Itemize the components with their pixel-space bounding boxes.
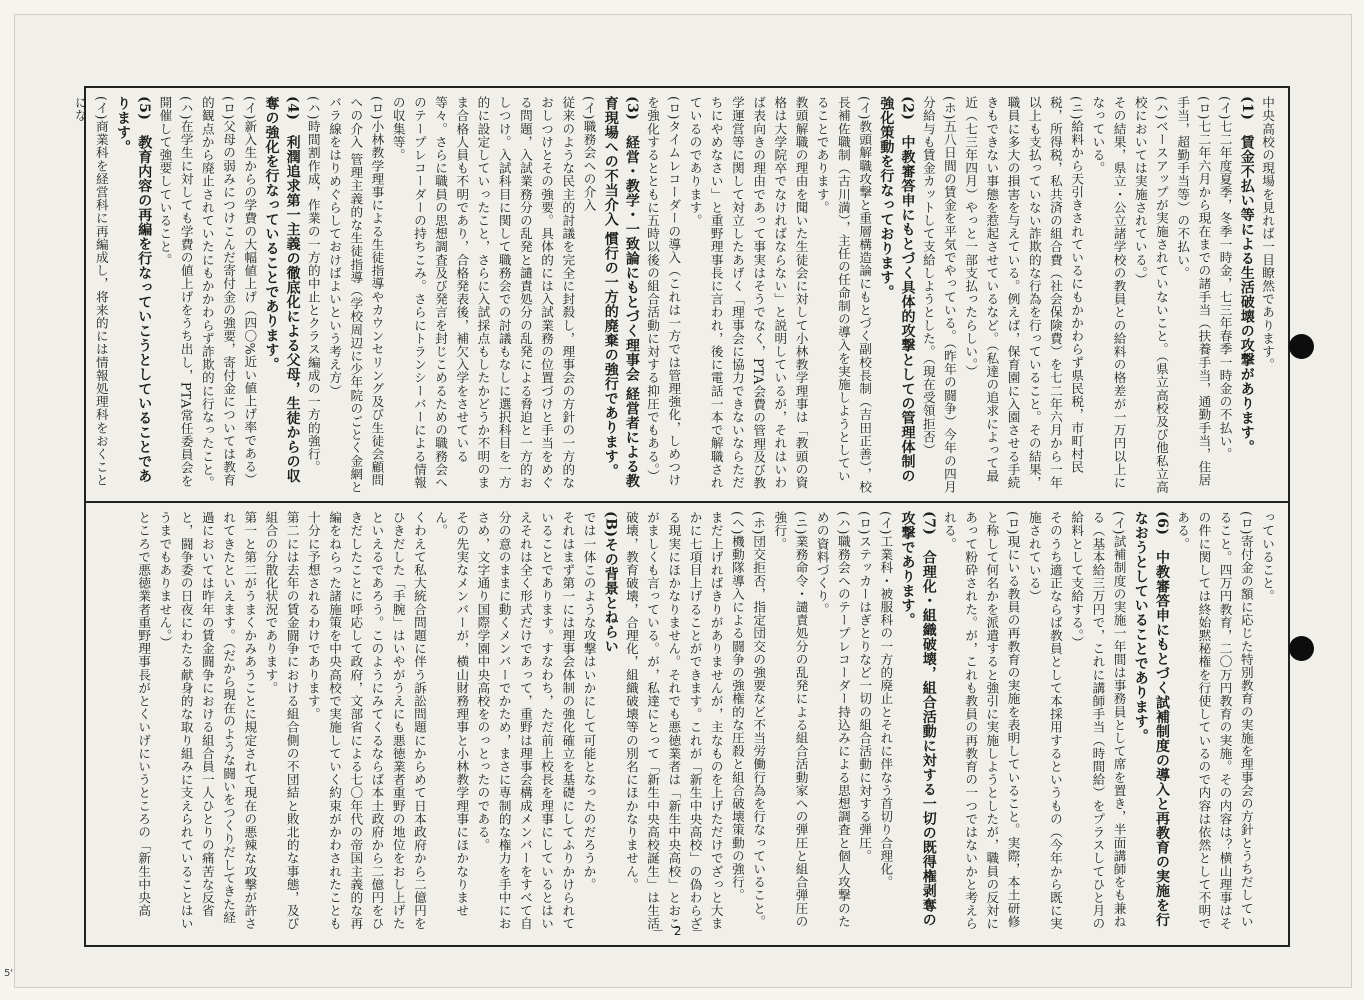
section-heading: (4) 利潤追求第一主義の徹底化による父母，生徒からの収奪の強化を行なっていることであります。 bbox=[263, 96, 301, 483]
top-paragraph: (イ)商業科を経営科に再編成し，将来的には情報処理科をおくことにな bbox=[72, 96, 109, 487]
document-frame bbox=[72, 86, 1290, 947]
bottom-paragraph: (イ)試補制度の実施一年間は事務員として席を置き，半面講師をも兼ねる（基本給三万円で，これに講師手当（時間給）をプラスしてひと月の給料として支給する。） bbox=[1069, 511, 1127, 931]
bottom-paragraph: (ロ)寄付金の額に応じた特別教育の実施を理事会の方針とうちだしていること。四万円教育，二〇万円教育の実施。その内容は？横山理事はその件に関しては終始黙秘権を行使しているので内容は依然として不明である。 bbox=[1175, 511, 1254, 931]
bottom-paragraph: っていること。 bbox=[1260, 511, 1275, 603]
section-heading: (5) 教育内容の再編を行なっていこうとしていることであります。 bbox=[115, 96, 153, 483]
section-heading: (2) 中教審答申にもとづく具体的攻撃としての管理体制の強化策動を行なっております。 bbox=[878, 96, 916, 483]
bottom-paragraph: 第一と第二がうまくかみあうことに規定されて現在の悪辣な攻撃が許されてきたといえます。（だから現在のような闘いをつくりだしてきた経過においては昨年の賃金闘争における組合員一人ひとりの痛苦な反省と，闘争委の日夜にわたる献身的な取り組みに支えられていることはいうまでもありません。） bbox=[157, 511, 258, 931]
bottom-paragraph: ところで悪徳業者重野理事長がとくいげにいうところの「新生中央高 bbox=[136, 511, 152, 918]
bottom-paragraph: (ヘ)機動隊導入による闘争の強権的な圧殺と組合破壊策動の強行。 bbox=[729, 511, 745, 902]
bottom-paragraph: では一体このような攻撃はいかにして可能となったのだろうか。 bbox=[581, 511, 597, 891]
top-paragraph: (ハ)時間割作成，作業の一方的中止とクラス編成の一方的強行。 bbox=[305, 96, 321, 474]
bottom-paragraph: そのうち適正ならば教員として本採用するというもの（今年から既に実施されている） bbox=[1026, 511, 1063, 931]
top-paragraph: (イ)新入生からの学費の大幅値上げ（四〇%近い値上げ率である） bbox=[242, 96, 258, 487]
section-heading: (7) 合理化・組織破壊，組合活動に対する一切の既得権剥奪の攻撃であります。 bbox=[899, 511, 937, 927]
page-number: － 2 － bbox=[652, 924, 707, 938]
bottom-paragraph: まだ上げればきりがありませんが，主なものを上げただけでざっと大まかに七項目上げることができます。これが「新生中央高校」の偽わらざる現実にほかなりません。それでも悪徳業者は「新生中央高校」とおこがましくも言っている。が，私達にとって「新生中央高校誕生」は生活破壊，教育破壊，合理化，組織破壊等の別名にほかなりません。 bbox=[623, 511, 724, 931]
binder-hole bbox=[1289, 636, 1314, 661]
top-paragraph: (ハ)ベースアップが実施されていないこと。（県立高校及び他私立高校においては実施されている。） bbox=[1132, 96, 1169, 494]
upper-text-panel bbox=[72, 96, 1278, 494]
binder-hole bbox=[1289, 334, 1314, 359]
bottom-paragraph: (ロ)ステッカーはぎとりなど一切の組合活動に対する弾圧。 bbox=[857, 511, 873, 863]
top-paragraph: (イ)職務会への介入 bbox=[581, 96, 597, 212]
bottom-paragraph: 第二には去年の賃金闘争における組合側の不団結と敗北的な事態，及び組合の分散化状況であります。 bbox=[263, 511, 300, 931]
top-paragraph: (ロ)タイムレコーダーの導入（これは一方では管理強化，しめつけを強化するとともに五時以後の組合活動に対する抑圧でもある。） bbox=[645, 96, 682, 487]
bottom-paragraph: それはまず第一には理事会体制の強化確立を基礎にしてふりかけられていることであります。すなわち，ただ前上校長を理事にしているとはいえそれは全く形式だけであって，重野は理事会構成メンバーをすべて自分の意のままに動くメンバーでかため，まさに専制的な権力を手中におさめ，文字通り国際学園中央高校をのっとったのである。 bbox=[475, 511, 576, 931]
top-paragraph: (ロ)小林教学理事による生徒指導やカウンセリング及び生徒会顧問への介入 管理主義的な生徒指導（学校周辺に少年院のごとく金網とバラ線をはりめぐらしておけばよいという考え方） bbox=[327, 96, 385, 494]
top-paragraph: 中央高校の現場を見れば一目瞭然であります。 bbox=[1260, 96, 1275, 372]
bottom-paragraph: (ロ)現にいる教員の再教育の実施を表明していること。実際，本土研修と称して何名かを派遣すると強引に実施しようとしたが，職員の反対にあって粉砕された。が，これも教員の再教育の一つではないかと考えられる。 bbox=[941, 511, 1021, 931]
corner-mark: 5' bbox=[4, 968, 14, 979]
top-paragraph: (ニ)給料から天引きされているにもかかわらず県民税，市町村民税，所得税，私共済の組合費（社会保険費）を七二年六月から一年以上も支払っていない詐欺的な行為を行っていること。その結果，職員に多大の損害を与えている。例えば，保育園に入園させる手続きもできない事態を惹起させているなど。（私達の追求によって最近（七三年四月）やっと一部支払ったらしい。） bbox=[963, 96, 1085, 489]
top-paragraph: (イ)七二年度夏季，冬季一時金，七三年春季一時金の不払い。 bbox=[1217, 96, 1233, 461]
lower-text-panel bbox=[96, 511, 1278, 936]
section-heading: (6) 中教審答申にもとづく試補制度の導入と再教育の実施を行なおうとしていることであります。 bbox=[1132, 511, 1170, 927]
top-paragraph: 教頭解職の理由を聞いた生徒会に対して小林教学理事は「教頭の資格は大学院卒でなければならない」と説明しているが，それはいわば表向きの理由であって事実はそうでなく，PTA会費の管理及び教学運営等に関して対立したあげく「理事会に協力できないならただちにやめなさい」と重野理事長に言われ，後に電話一本で解職されているのであります。 bbox=[687, 96, 809, 490]
bottom-paragraph: くわえて私大統合問題に伴う訴訟問題にからめて日本政府から二億円をひきだした「手腕」はいやがうえにも悪徳業者重野の地位をおし上げたといえるであろう。このようにみてくるならば本土政府から二億円をひきだしたことに呼応して政府，文部省による七〇年代の帝国主義的な再編をねらった諸施策を中央高校で実施していく約束がかわされたことも十分に予想されるわけであります。 bbox=[305, 511, 427, 931]
top-paragraph: (イ)教頭解職攻撃と重層構造論にもとづく副校長制（吉田正善），校長補佐職制（古川満），主任の任命制の導入を実施しようとしていることであります。 bbox=[814, 96, 873, 494]
section-heading: (B)その背景とねらい bbox=[602, 511, 619, 654]
section-heading: (1) 賃金不払い等による生活破壊の攻撃があります。 bbox=[1238, 96, 1255, 454]
top-paragraph: (ホ)五八日間の賃金を平気でやっている。（昨年の闘争）今年の四月分給与も賃金カットして支給しようとした。（現在受領拒否） bbox=[920, 96, 957, 494]
bottom-paragraph: (イ)工業科・被服科の一方的廃止とそれに伴なう首切り合理化。 bbox=[878, 511, 894, 889]
bottom-paragraph: (ホ)団交拒否，指定団交の強要など不当労働行為を行なっていること。 bbox=[751, 511, 767, 928]
top-paragraph: (ハ)在学生に対しても学費の値上げをうち出し，PTA常任委員会を開催して強要していること。 bbox=[157, 96, 194, 488]
horizontal-divider bbox=[86, 501, 1288, 503]
bottom-paragraph: (ハ)職務会へのテープレコーダー持込みによる思想調査と個人攻撃のための資料づくり。 bbox=[814, 511, 851, 928]
top-paragraph: その結果，県立・公立諸学校の教員との給料の格差が一万円以上になっている。 bbox=[1090, 96, 1127, 489]
bottom-paragraph: (ニ)業務命令・譴責処分の乱発による組合活動家への弾圧と組合弾圧の強行。 bbox=[772, 511, 809, 928]
top-paragraph: 従来のような民主的討議を完全に封殺し，理事会の方針の一方的なおしつけとその強要。具体的には入試業務の位置づけと手当をめぐる問題，入試業務分の乱発と譴責処分の乱発による脅迫と一方的おしつけ。入試科目に関して職務会での討議もなしに選択科目を一方的に設定していったこと，さらに入試採点もしたかどうか不明のまま合格人員も不明であり，合格発表後，補欠入学をさせている等々。さらに職員の思想調査及び発言を封じこめるための職務会へのテープレコーダーの持ちこみ。さらにトランシーバーによる情報の収集等。 bbox=[390, 96, 576, 489]
top-paragraph: (ロ)父母の弱みにつけこんだ寄付金の強要，寄付金については教育的観点から廃止されていたにもかかわらず詐欺的に行なったこと。 bbox=[199, 96, 237, 489]
bottom-paragraph: その先実なメンバーが，横山財務理事と小林教学理事にほかなりません。 bbox=[433, 511, 470, 918]
top-paragraph: (ロ)七二年六月から現在までの諸手当（扶養手当，通勤手当，住居手当，超勤手当等）の不払い。 bbox=[1175, 96, 1212, 487]
section-heading: (3) 経営・教学・一致論にもとづく理事会 経営者による教育現場への不当介入 慣行の一方的廃棄の強行であります。 bbox=[602, 96, 640, 489]
